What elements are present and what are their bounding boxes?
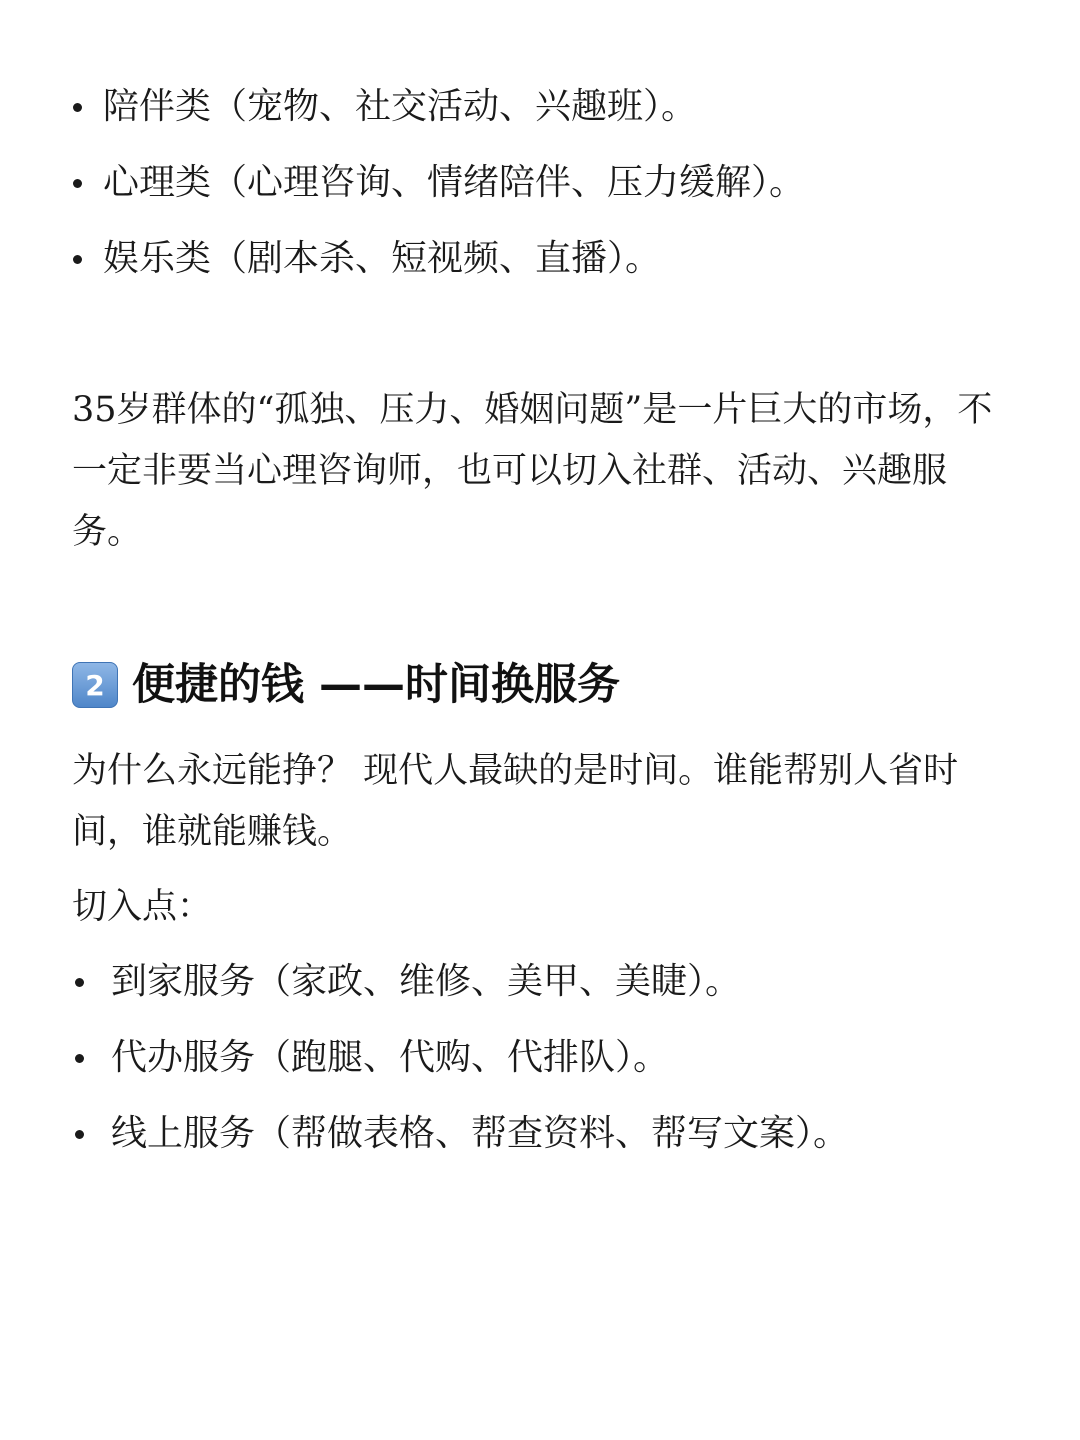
paragraph-line: 35岁群体的“孤独、压力、婚姻问题”是一片巨大的市场，不 (72, 390, 993, 430)
paragraph-line: 为什么永远能挣？ 现代人最缺的是时间。谁能帮别人省时 (72, 751, 959, 791)
list-item: 代办服务（跑腿、代购、代排队）。 (111, 1037, 670, 1078)
list-item: 线上服务（帮做表格、帮查资料、帮写文案）。 (111, 1113, 850, 1154)
bullet-dot (73, 103, 82, 112)
bullet-dot (73, 255, 82, 264)
bullet-dot (73, 179, 82, 188)
list-item: 娱乐类（剧本杀、短视频、直播）。 (103, 238, 662, 279)
paragraph-line: 一定非要当心理咨询师，也可以切入社群、活动、兴趣服 (72, 451, 948, 491)
section-title: 便捷的钱 ——时间换服务 (132, 660, 620, 710)
paragraph-line: 间，谁就能赚钱。 (72, 812, 353, 852)
list-item: 心理类（心理咨询、情绪陪伴、压力缓解）。 (103, 162, 806, 203)
number-2-icon: 2 (72, 662, 118, 708)
section-heading (72, 660, 620, 710)
paragraph-line: 务。 (72, 512, 143, 552)
list-item: 到家服务（家政、维修、美甲、美睫）。 (111, 961, 742, 1002)
bullet-dot (75, 1130, 84, 1139)
bullet-dot (75, 978, 84, 987)
list-item: 陪伴类（宠物、社交活动、兴趣班）。 (103, 86, 698, 127)
bullet-dot (75, 1054, 84, 1063)
entry-points-label: 切入点： (72, 887, 213, 927)
